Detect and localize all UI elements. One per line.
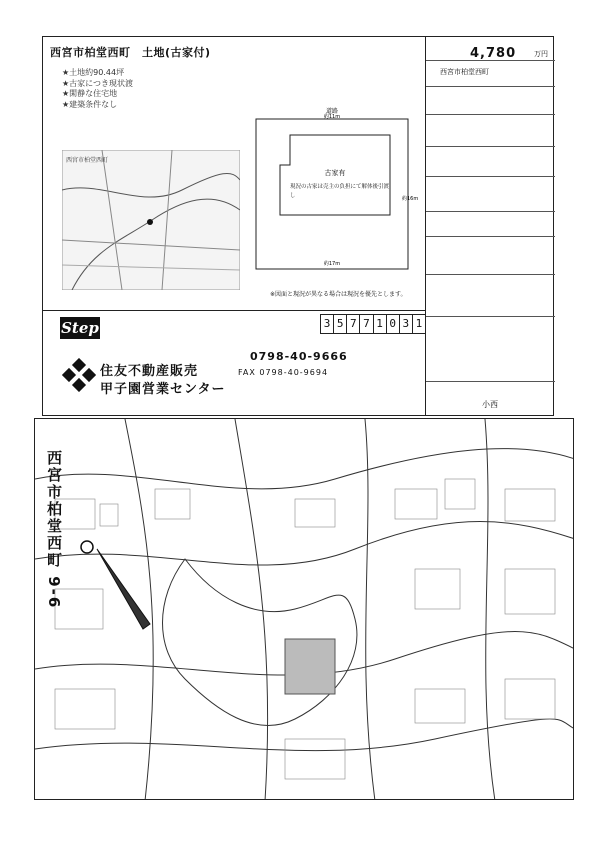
agent-name: 小西 [482,400,498,409]
phone-number: 0798-40-9666 [250,350,348,363]
map-area-label: 西宮市柏堂西町 [66,157,109,164]
feature-item: ★閑静な住宅地 [62,89,118,98]
feature-item: ★土地約90.44坪 [62,68,125,77]
step-logo: Step [61,319,99,337]
fax-number: FAX 0798-40-9694 [238,368,329,377]
feature-list [62,68,133,110]
plot-side-label: 約16m [402,196,419,202]
details-column [425,36,555,416]
code-digit: 5 [334,315,347,333]
code-digit: 7 [360,315,373,333]
map-heading: 西宮市柏堂西町 9-6 [45,450,63,610]
feature-item: ★建築条件なし [62,99,118,109]
residential-map [34,418,574,800]
location-map [62,150,240,290]
residential-map-drawing [35,419,574,800]
plot-frontage-label: 約11m [323,114,341,120]
plot-top-label: 道路 [325,108,339,115]
code-digit: 1 [415,317,423,330]
feature-item: ★古家につき現状渡 [62,78,134,88]
code-digit: 1 [374,315,387,333]
price-unit: 万円 [534,50,548,58]
code-digit: 7 [347,315,360,333]
code-digit: 0 [387,315,400,333]
code-digit: 3 [321,315,334,333]
plot-bottom-label: 約17m [323,261,341,267]
branch-name: 甲子園営業センター [100,382,226,397]
company-logo-icon [62,358,96,392]
location-label: 西宮市柏堂西町 [440,68,489,76]
listing-title: 西宮市柏堂西町 土地(古家付) [50,46,211,59]
company-name: 住友不動産販売 [100,364,199,379]
house-label: 古家有 [324,169,346,177]
house-note: 現況の古家は売主の負担にて解体後引渡し [290,184,390,199]
footnote: ※図面と現況が異なる場合は現況を優先とします。 [270,291,407,298]
price-value: 4,780 [470,46,517,61]
code-digit: 3 [400,315,413,333]
divider [42,310,425,311]
listing-code [320,314,426,334]
